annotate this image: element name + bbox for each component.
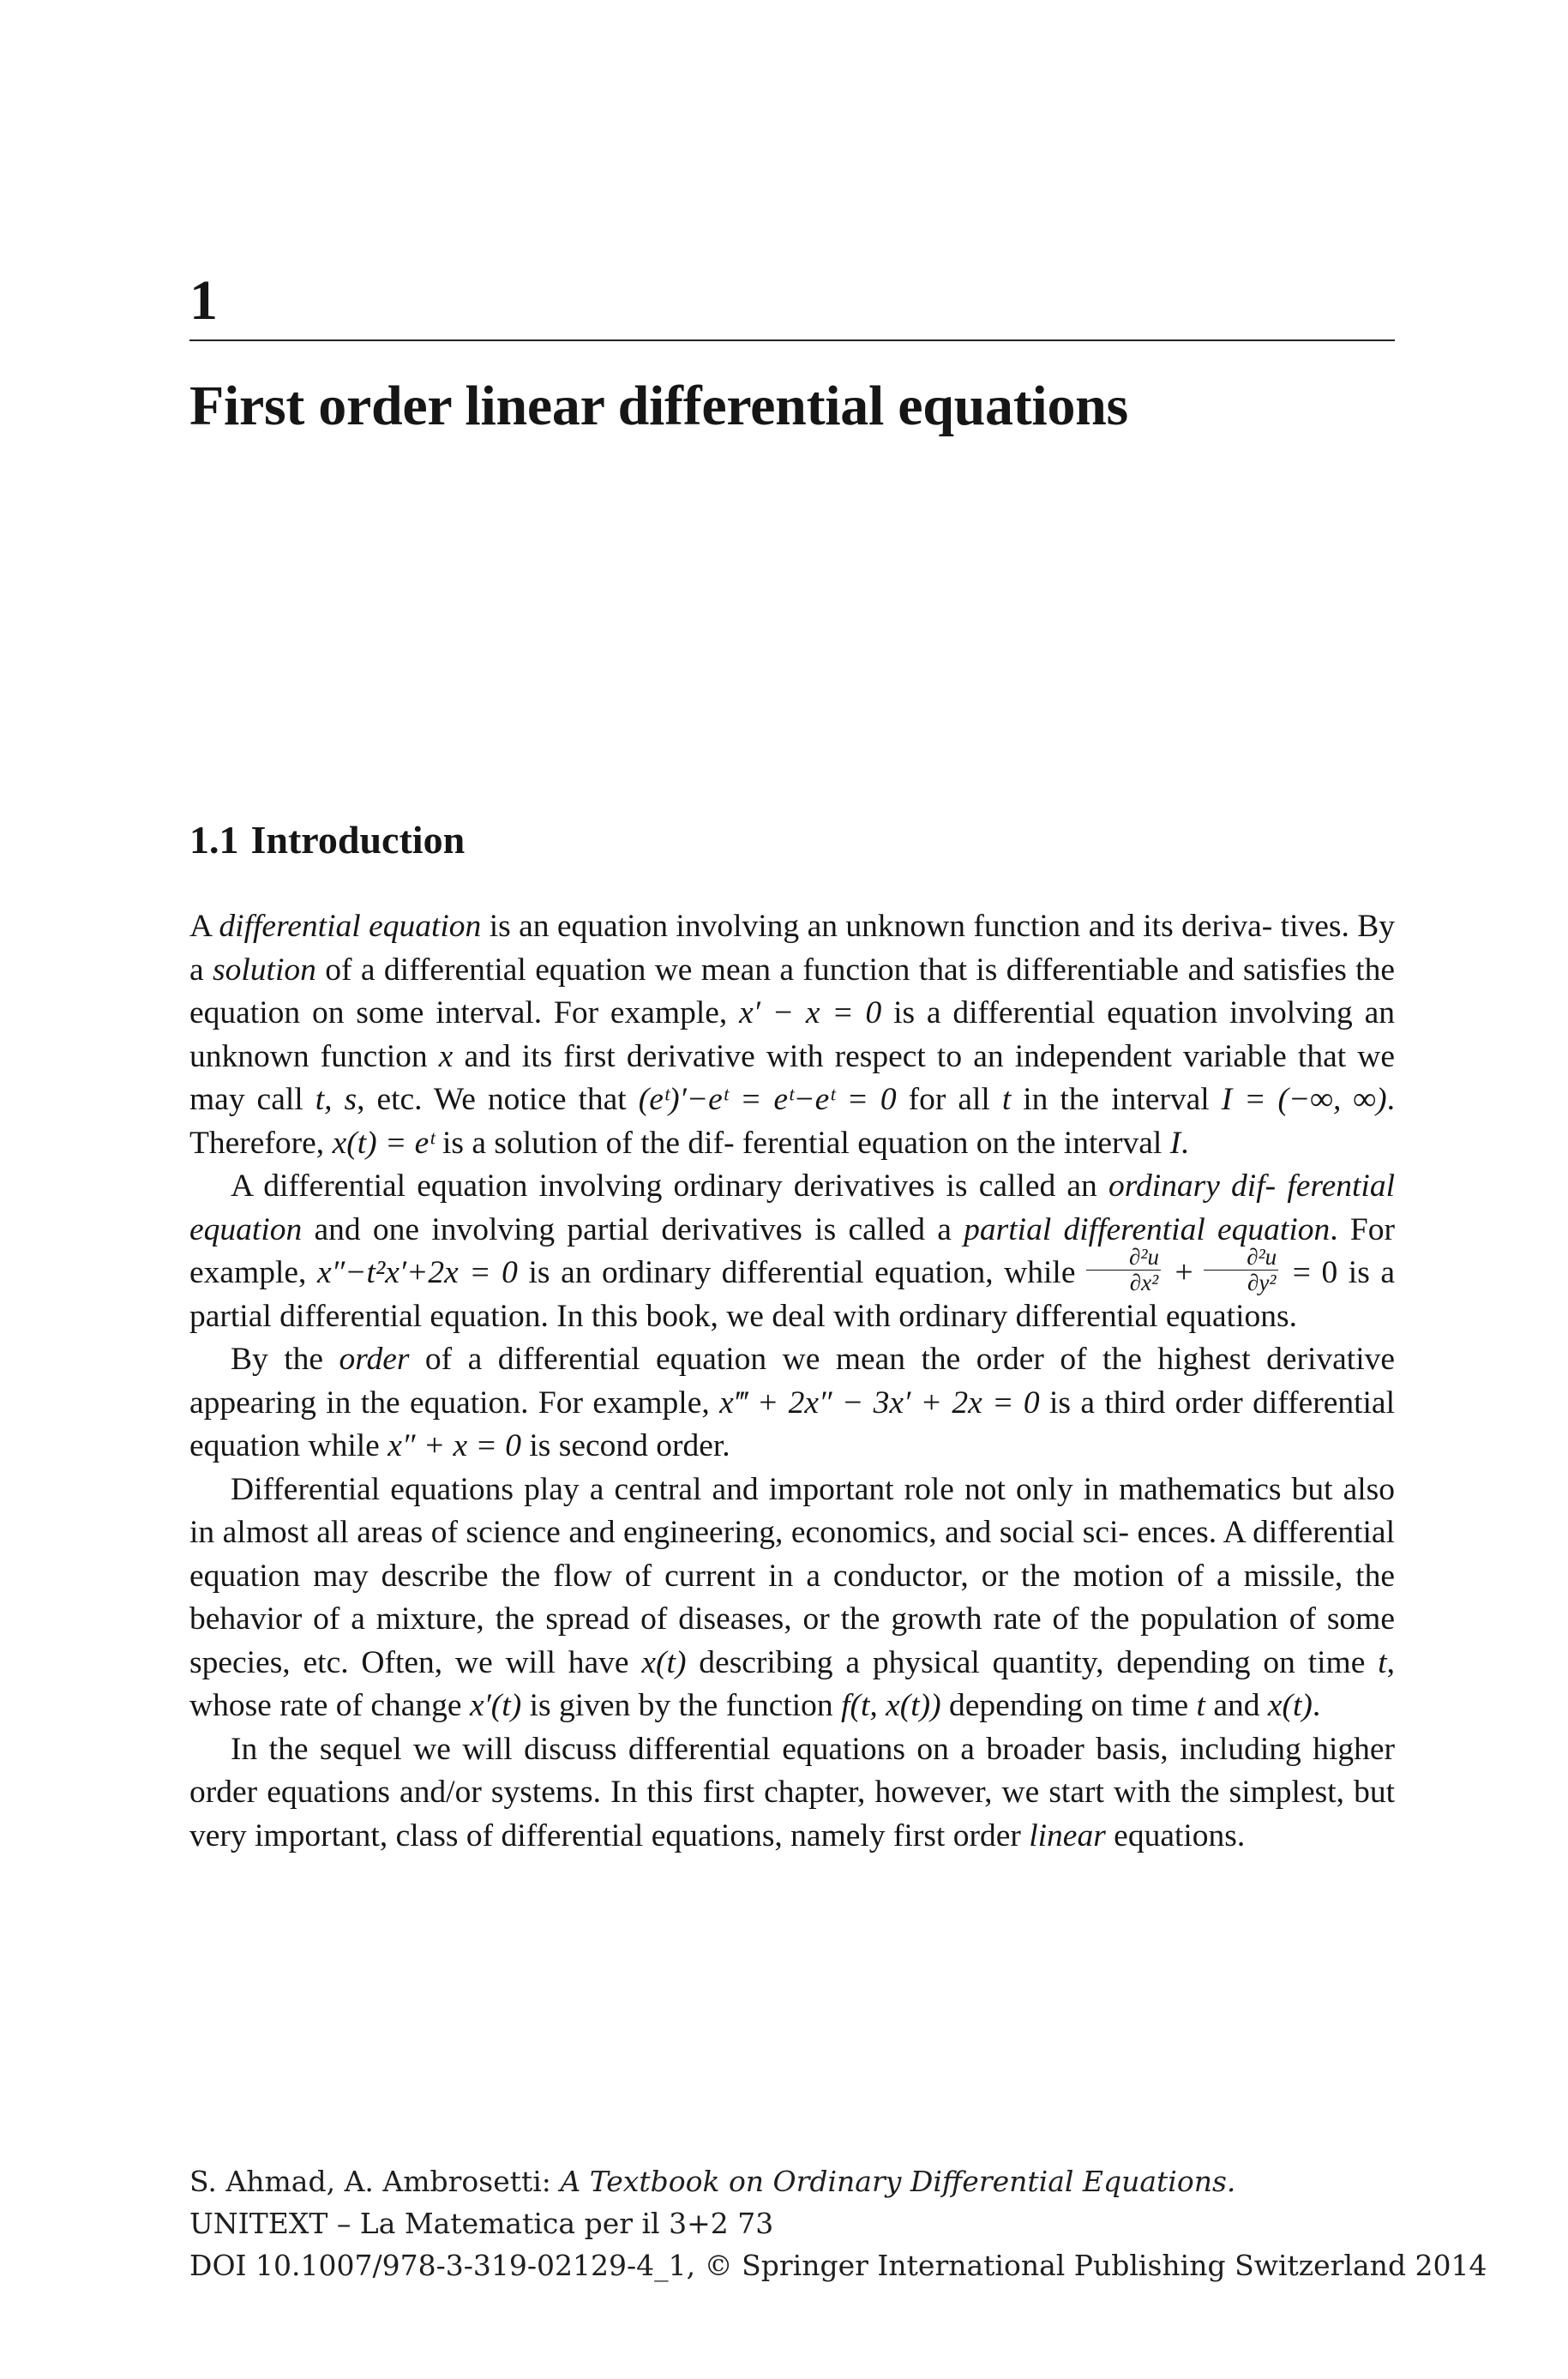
math-inline: t — [1378, 1644, 1387, 1680]
math-inline: x(t) — [641, 1644, 687, 1680]
math-inline: x′(t) — [469, 1688, 522, 1724]
footer-book-title: A Textbook on Ordinary Differential Equations. — [560, 2165, 1236, 2198]
math-inline: f(t, x(t)) — [841, 1688, 941, 1724]
math-inline: t — [1196, 1688, 1205, 1724]
chapter-rule — [189, 339, 1395, 341]
math-inline: I — [1169, 1125, 1181, 1161]
paragraph-3: By the order of a differential equation we mean the order of the highest derivative appearing in the equation. For example, x‴ + 2x″ − 3x′ + 2x = 0 is a third order differential equation while x″ + x = 0 is second order. — [189, 1342, 1396, 1464]
chapter-number: 1 — [189, 269, 218, 332]
chapter-title: First order linear differential equations — [189, 375, 1128, 437]
math-inline: x(t) — [1267, 1688, 1313, 1724]
paragraph-2: A differential equation involving ordinary derivatives is called an ordinary dif- ferential equation and one involving partial derivatives is called a partial differential equation. For example, x″−t²x′+2x = 0 is an ordinary differential equation, while $\frac{\text{∂²u}}{\text{∂x²}}$ + $\frac{\text{∂²u}}{\text{∂y²}}$ = 0 is a partial differential equation. In this book, we deal with ordinary differential equations. — [189, 1168, 1395, 1334]
paragraph-5: In the sequel we will discuss differential equations on a broader basis, including higher order equations and/or systems. In this first chapter, however, we start with the simplest, but very important, class of differential equations, namely first order linear equations. — [189, 1731, 1395, 1853]
section-title: Introduction — [250, 818, 466, 862]
term-linear: linear — [1029, 1817, 1106, 1853]
term-partial-differential-equation: partial differential equation — [964, 1211, 1331, 1247]
math-inline: x′ − x = 0 — [739, 995, 882, 1030]
math-inline: t, s — [315, 1082, 357, 1117]
footer-citation — [189, 2160, 1487, 2286]
fraction: $\frac{\text{∂²u}}{\text{∂x²}}$ — [1086, 1245, 1161, 1295]
math-inline: (eᵗ)′−eᵗ = eᵗ−eᵗ = 0 — [638, 1082, 897, 1117]
term-ordinary-differential-equation: ordinary dif- ferential equation — [189, 1168, 1395, 1247]
math-inline: x — [438, 1038, 454, 1074]
footer-series: UNITEXT – La Matematica per il 3+2 73 — [189, 2207, 774, 2240]
section-heading — [189, 819, 465, 862]
footer-doi: DOI 10.1007/978-3-319-02129-4_1, © Springer International Publishing Switzerland 2014 — [189, 2249, 1487, 2282]
term-solution: solution — [213, 952, 316, 988]
term-order: order — [339, 1342, 410, 1378]
math-inline: x‴ + 2x″ − 3x′ + 2x = 0 — [719, 1385, 1040, 1421]
math-inline: x″ + x = 0 — [387, 1428, 521, 1464]
paragraph-4: Differential equations play a central and important role not only in mathematics but also in almost all areas of science and engineering, economics, and social sci- ences. A differential equation may describe the flow of current in a conductor, or the motion of a missile, the behavior of a mixture, the spread of diseases, or the growth rate of the population of some species, etc. Often, we will have x(t) describing a physical quantity, depending on time t, whose rate of change x′(t) is given by the function f(t, x(t)) depending on time t and x(t). — [189, 1471, 1395, 1724]
math-inline: x(t) = eᵗ — [332, 1125, 435, 1161]
footer-authors: S. Ahmad, A. Ambrosetti: — [189, 2165, 561, 2198]
term-differential-equation: differential equation — [219, 909, 482, 944]
math-inline: I = (−∞, ∞) — [1221, 1082, 1387, 1117]
fraction: $\frac{\text{∂²u}}{\text{∂y²}}$ — [1204, 1245, 1278, 1295]
body-text — [189, 905, 1395, 1858]
math-inline: t — [1001, 1082, 1012, 1117]
paragraph-1: A differential equation is an equation involving an unknown function and its deriva- tives. By a solution of a differential equation we mean a function that is differentiable and satisfies the equation on some interval. For example, x′ − x = 0 is a differential equation involving an unknown function x and its first derivative with respect to an independent variable that we may call t, s, etc. We notice that (eᵗ)′−eᵗ = eᵗ−eᵗ = 0 for all t in the interval I = (−∞, ∞). Therefore, x(t) = eᵗ is a solution of the dif- ferential equation on the interval I. — [189, 909, 1396, 1161]
section-number: 1.1 — [189, 818, 239, 862]
math-inline: x″−t²x′+2x = 0 — [316, 1255, 518, 1290]
footer-authors-line — [189, 2160, 1395, 2202]
